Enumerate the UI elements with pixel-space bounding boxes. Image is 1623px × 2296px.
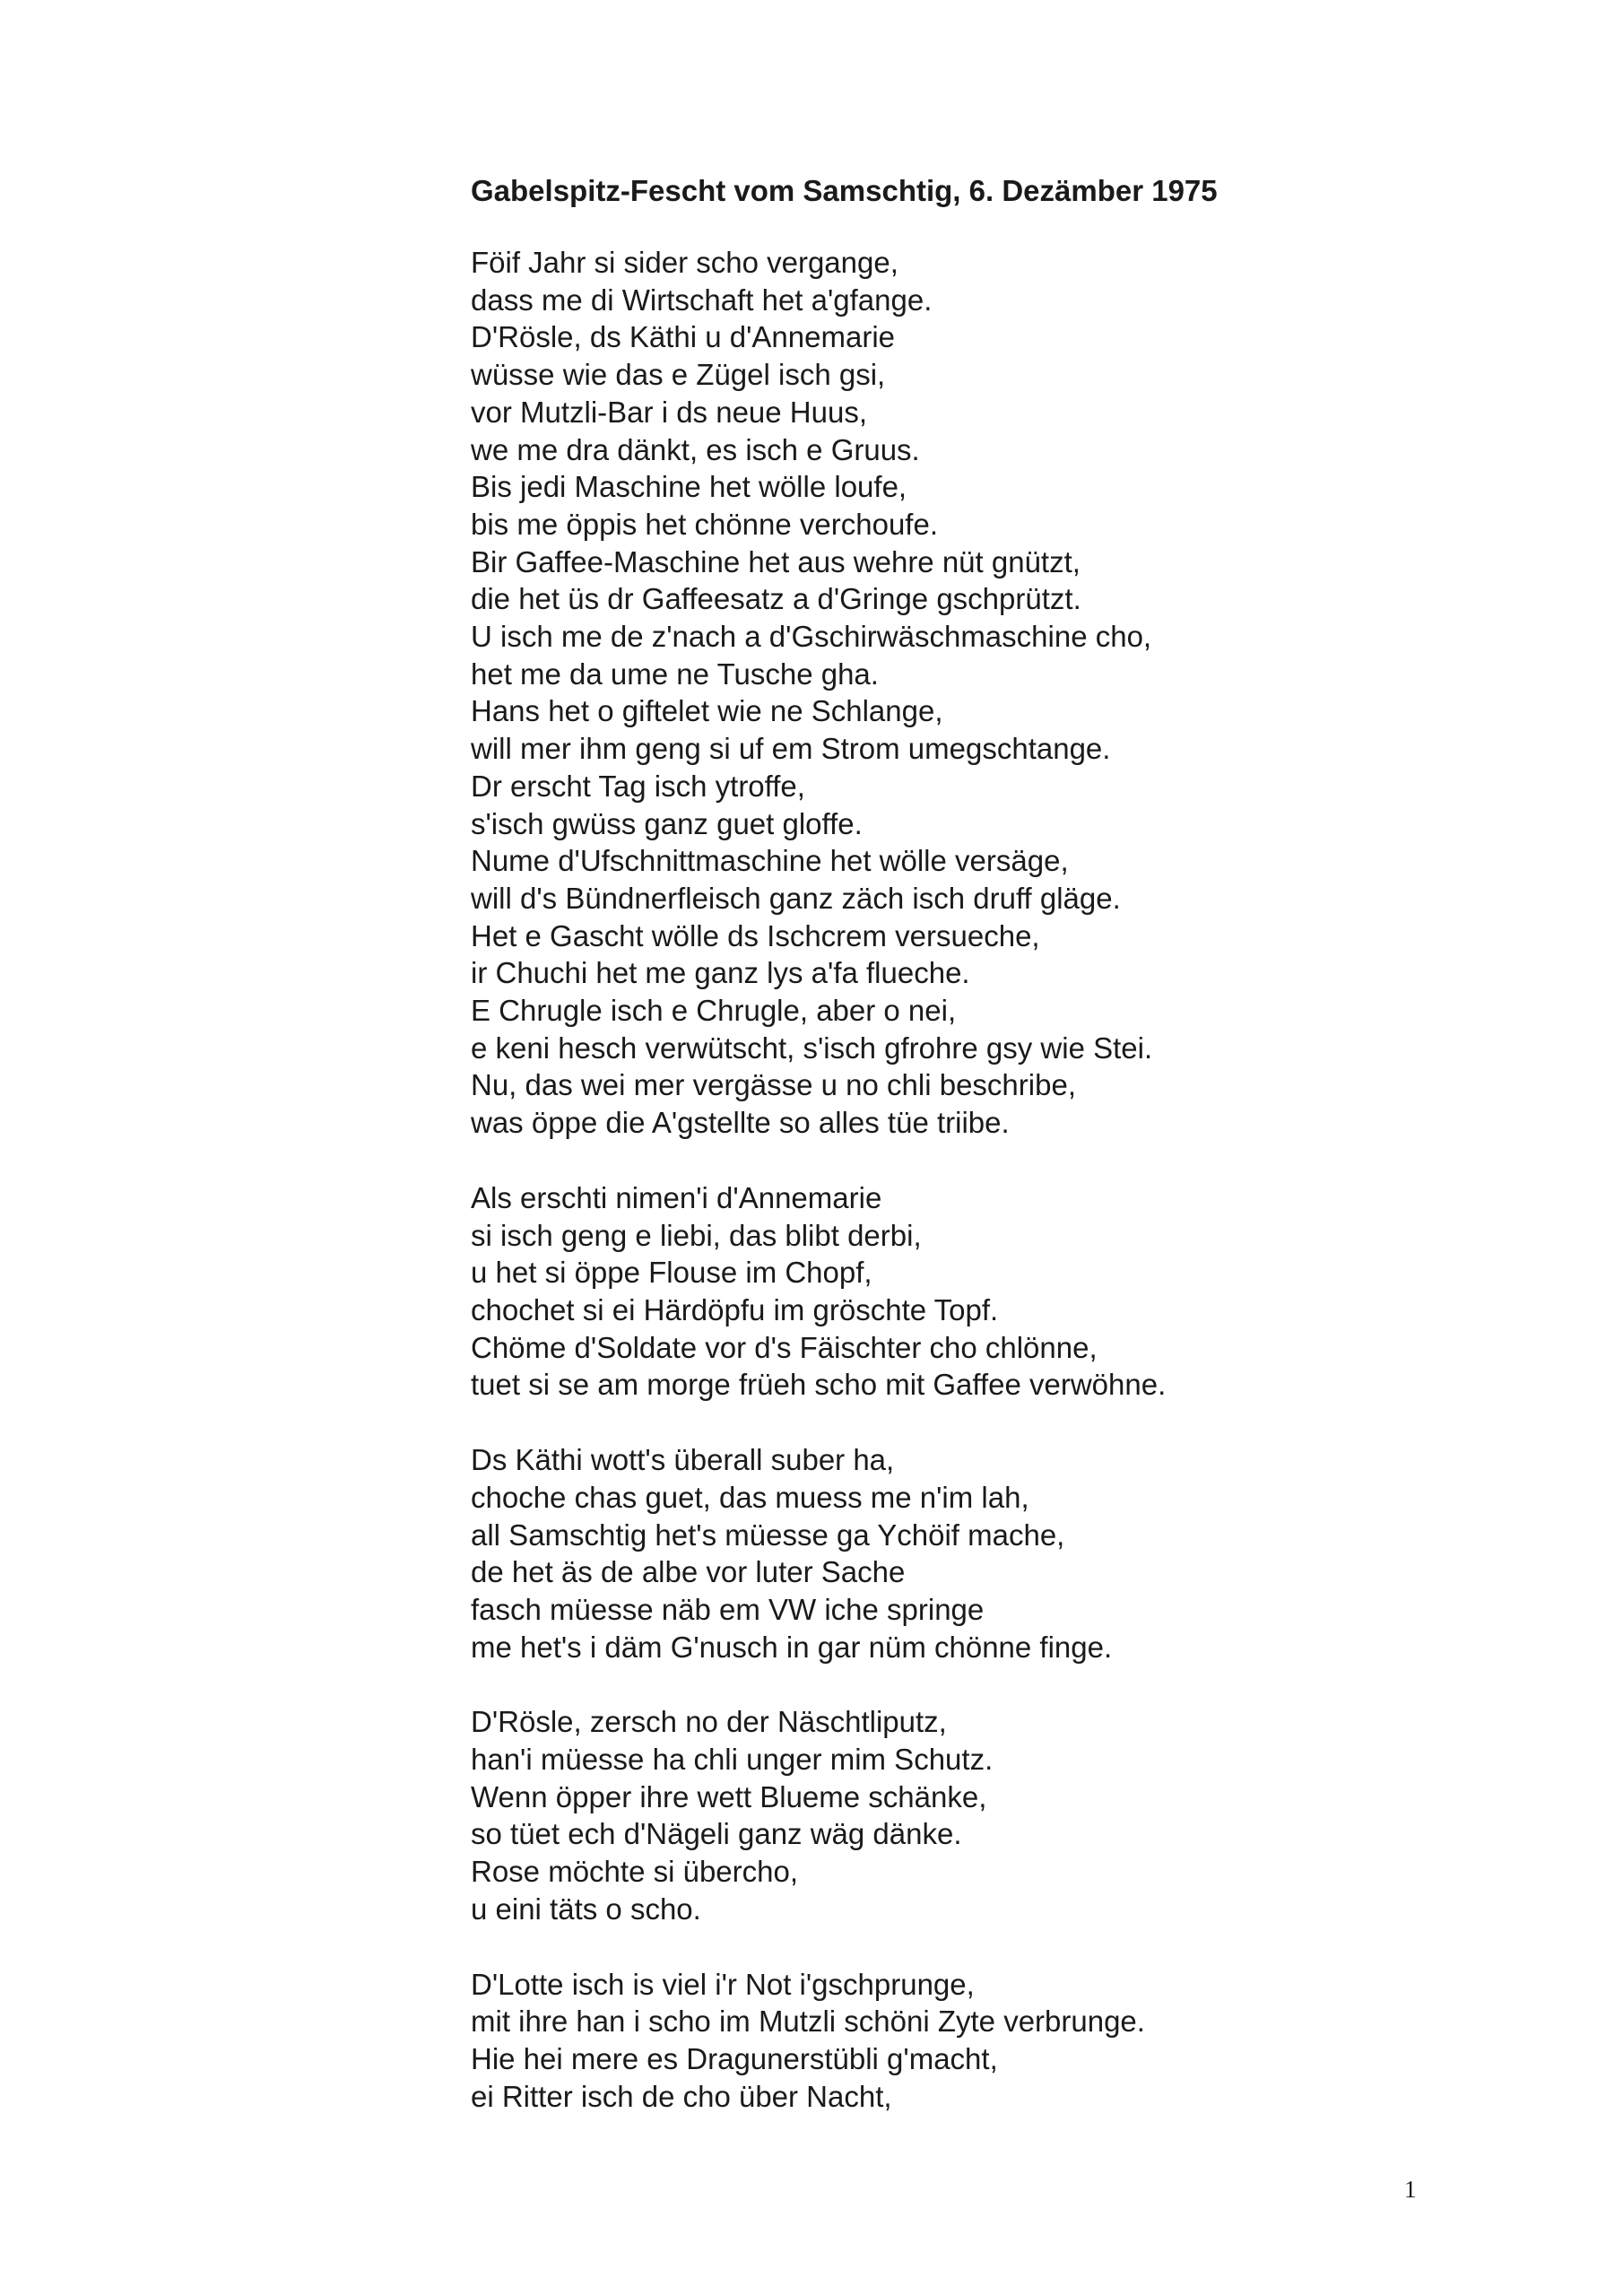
poem-line: Rose möchte si übercho, bbox=[471, 1855, 799, 1889]
poem-line: we me dra dänkt, es isch e Gruus. bbox=[471, 432, 920, 466]
poem-line: u eini täts o scho. bbox=[471, 1892, 701, 1926]
poem-line: so tüet ech d'Nägeli ganz wäg dänke. bbox=[471, 1817, 962, 1851]
poem-line: dass me di Wirtschaft het a'gfange. bbox=[471, 283, 933, 317]
poem-line: U isch me de z'nach a d'Gschirwäschmaschine cho, bbox=[471, 620, 1152, 654]
poem-line: e keni hesch verwütscht, s'isch gfrohre gsy wie Stei. bbox=[471, 1031, 1153, 1065]
stanza bbox=[471, 244, 1547, 1142]
poem-line: Dr erscht Tag isch ytroffe, bbox=[471, 769, 805, 803]
poem-line: Als erschti nimen'i d'Annemarie bbox=[471, 1180, 882, 1214]
poem-line: Hie hei mere es Dragunerstübli g'macht, bbox=[471, 2041, 998, 2075]
poem-line: me het's i däm G'nusch in gar nüm chönne finge. bbox=[471, 1630, 1113, 1664]
poem-line: D'Lotte isch is viel i'r Not i'gschprunge, bbox=[471, 1967, 975, 2001]
poem-line: was öppe die A'gstellte so alles tüe triibe. bbox=[471, 1106, 1010, 1140]
poem-body bbox=[471, 172, 1547, 2152]
poem-line: het me da ume ne Tusche gha. bbox=[471, 657, 879, 691]
poem-line: chochet si ei Härdöpfu im gröschte Topf. bbox=[471, 1292, 999, 1326]
poem-title: Gabelspitz-Fescht vom Samschtig, 6. Dezämber 1975 bbox=[471, 174, 1218, 207]
poem-line: Bis jedi Maschine het wölle loufe, bbox=[471, 470, 907, 504]
stanza bbox=[471, 1966, 1547, 2116]
poem-line: han'i müesse ha chli unger mim Schutz. bbox=[471, 1743, 994, 1777]
poem-line: Nume d'Ufschnittmaschine het wölle versäge, bbox=[471, 844, 1069, 878]
poem-line: die het üs dr Gaffeesatz a d'Gringe gschprützt. bbox=[471, 582, 1081, 616]
stanza bbox=[471, 1441, 1547, 1665]
poem-line: mit ihre han i scho im Mutzli schöni Zyte verbrunge. bbox=[471, 2005, 1145, 2039]
poem-line: E Chrugle isch e Chrugle, aber o nei, bbox=[471, 994, 957, 1028]
poem-line: all Samschtig het's müesse ga Ychöif mache, bbox=[471, 1518, 1065, 1552]
poem-line: ir Chuchi het me ganz lys a'fa flueche. bbox=[471, 956, 970, 990]
poem-line: s'isch gwüss ganz guet gloffe. bbox=[471, 806, 863, 840]
poem-line: fasch müesse näb em VW iche springe bbox=[471, 1592, 985, 1626]
poem-line: vor Mutzli-Bar i ds neue Huus, bbox=[471, 395, 868, 429]
stanza bbox=[471, 1703, 1547, 1927]
poem-line: de het äs de albe vor luter Sache bbox=[471, 1555, 906, 1589]
stanza bbox=[471, 1179, 1547, 1404]
poem-line: will mer ihm geng si uf em Strom umegschtange. bbox=[471, 732, 1111, 766]
poem-line: Ds Käthi wott's überall suber ha, bbox=[471, 1443, 895, 1477]
poem-line: will d's Bündnerfleisch ganz zäch isch druff gläge. bbox=[471, 881, 1121, 915]
poem-line: bis me öppis het chönne verchoufe. bbox=[471, 507, 938, 541]
poem-line: wüsse wie das e Zügel isch gsi, bbox=[471, 358, 886, 392]
poem-line: ei Ritter isch de cho über Nacht, bbox=[471, 2079, 892, 2113]
poem-line: Hans het o giftelet wie ne Schlange, bbox=[471, 694, 943, 728]
poem-line: Nu, das wei mer vergässe u no chli beschribe, bbox=[471, 1068, 1076, 1102]
poem-line: Bir Gaffee-Maschine het aus wehre nüt gnützt, bbox=[471, 544, 1081, 578]
poem-line: D'Rösle, ds Käthi u d'Annemarie bbox=[471, 320, 896, 354]
poem-line: Het e Gascht wölle ds Ischcrem versueche, bbox=[471, 918, 1040, 952]
poem-line: D'Rösle, zersch no der Näschtliputz, bbox=[471, 1705, 947, 1739]
page-number: 1 bbox=[1404, 2176, 1417, 2203]
poem-line: Chöme d'Soldate vor d's Fäischter cho chlönne, bbox=[471, 1330, 1098, 1364]
poem-line: si isch geng e liebi, das blibt derbi, bbox=[471, 1218, 922, 1252]
poem-line: Föif Jahr si sider scho vergange, bbox=[471, 246, 898, 279]
poem-line: Wenn öpper ihre wett Blueme schänke, bbox=[471, 1779, 987, 1813]
poem-line: tuet si se am morge früeh scho mit Gaffee verwöhne. bbox=[471, 1368, 1167, 1402]
poem-line: u het si öppe Flouse im Chopf, bbox=[471, 1256, 872, 1290]
poem-line: choche chas guet, das muess me n'im lah, bbox=[471, 1480, 1029, 1514]
stanza-list bbox=[471, 244, 1547, 2115]
